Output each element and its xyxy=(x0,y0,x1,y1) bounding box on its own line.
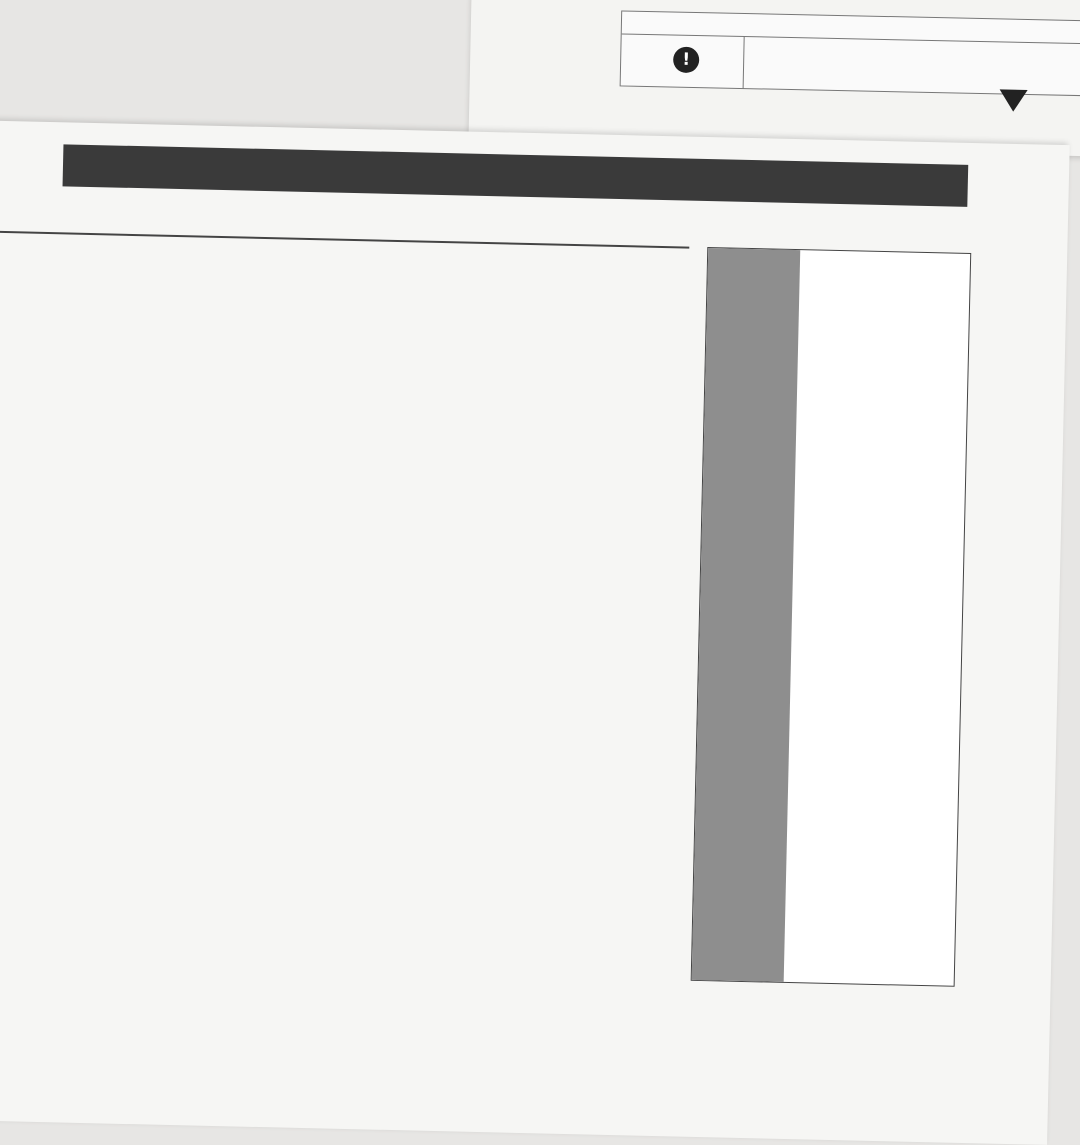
spec-sheet xyxy=(0,120,1070,1145)
caution-text xyxy=(743,36,1080,95)
exclamation-icon: ! xyxy=(673,47,700,74)
arrow-down-icon xyxy=(999,89,1027,112)
spec-table xyxy=(0,231,689,249)
section-title-bar xyxy=(63,144,969,207)
purification-label-column xyxy=(692,248,801,982)
caution-table xyxy=(620,10,1080,96)
caution-icon-cell xyxy=(621,33,745,89)
purification-table xyxy=(691,247,972,987)
